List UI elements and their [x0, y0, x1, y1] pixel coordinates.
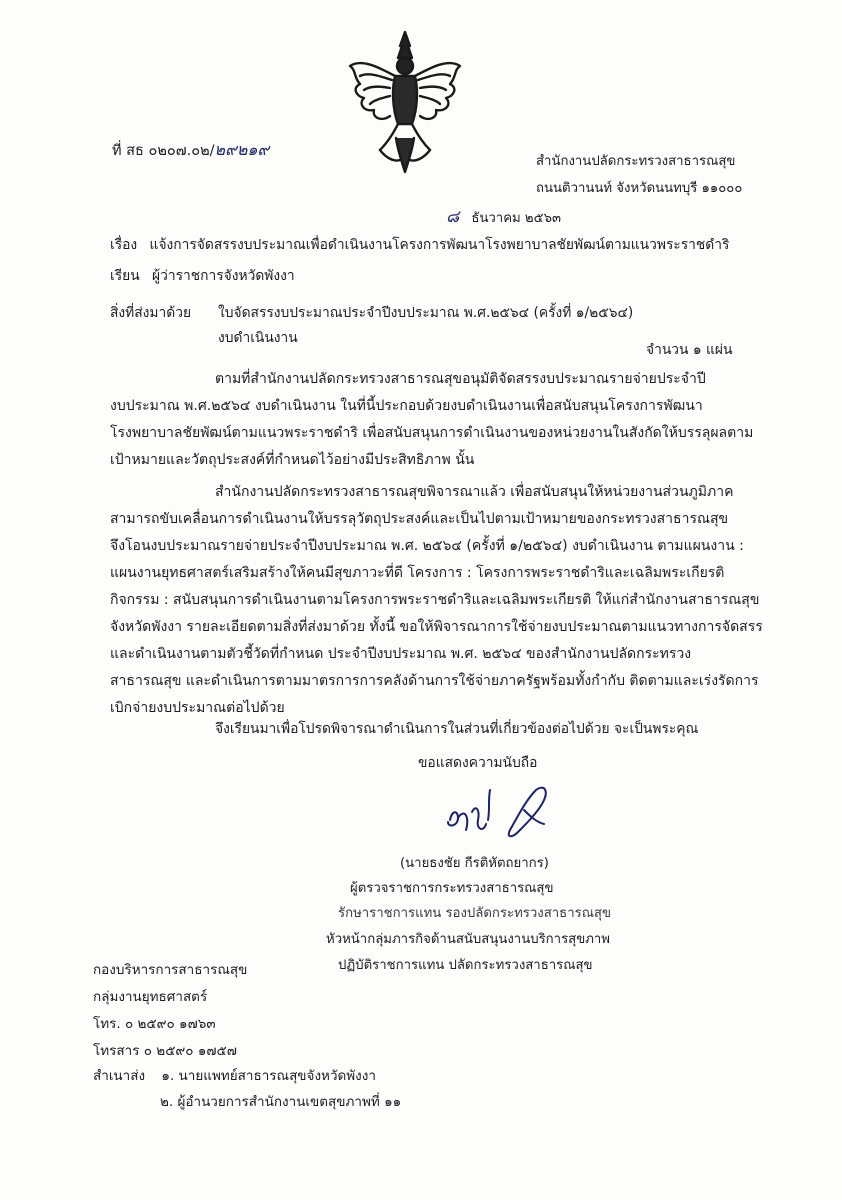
signatory-title-1: ผู้ตรวจราชการกระทรวงสาธารณสุข	[350, 881, 554, 896]
footer-copy-recipients	[93, 1064, 376, 1086]
footer-department: กองบริหารการสาธารณสุข	[93, 962, 248, 978]
handwritten-signature	[440, 780, 560, 850]
copy-label: สำเนาส่ง	[93, 1068, 146, 1084]
subject-label: เรื่อง	[110, 237, 138, 253]
signatory-name: (นายธงชัย กีรติหัตถยากร)	[400, 856, 549, 871]
footer-unit: กลุ่มงานยุทธศาสตร์	[93, 989, 208, 1005]
enclosure-label: สิ่งที่ส่งมาด้วย	[110, 305, 192, 321]
paragraph-2-line: กิจกรรม : สนับสนุนการดำเนินงานตามโครงการพระราชดำริและเฉลิมพระเกียรติ ให้แก่สำนักงานสาธารณสุข	[110, 592, 760, 608]
paragraph-2-line: จังหวัดพังงา รายละเอียดตามสิ่งที่ส่งมาด้วย ทั้งนี้ ขอให้พิจารณาการใช้จ่ายงบประมาณตามแนวทางการจัดสรร	[110, 619, 763, 635]
enclosure-line1: ใบจัดสรรงบประมาณประจำปีงบประมาณ พ.ศ.๒๕๖๔ (ครั้งที่ ๑/๒๕๖๔)	[218, 305, 634, 321]
signatory-title-4: ปฏิบัติราชการแทน ปลัดกระทรวงสาธารณสุข	[338, 958, 593, 973]
paragraph-2-line: จึงโอนงบประมาณรายจ่ายประจำปีงบประมาณ พ.ศ. ๒๕๖๔ (ครั้งที่ ๑/๒๕๖๔) งบดำเนินงาน ตามแผนงาน :	[110, 538, 744, 554]
recipient-text: ผู้ว่าราชการจังหวัดพังงา	[152, 268, 295, 284]
footer-fax: โทรสาร ๐ ๒๕๙๐ ๑๗๕๗	[93, 1043, 237, 1059]
reference-handwritten-number: ๒๙๒๑๙	[214, 140, 270, 159]
sender-address-line2: ถนนติวานนท์ จังหวัดนนทบุรี ๑๑๐๐๐	[536, 181, 743, 196]
signatory-title-3: หัวหน้ากลุ่มภารกิจด้านสนับสนุนงานบริการสุขภาพ	[326, 932, 611, 947]
sender-address-line1: สำนักงานปลัดกระทรวงสาธารณสุข	[536, 154, 736, 169]
reference-prefix: ที่ สธ ๐๒๐๗.๐๒/	[112, 143, 215, 159]
body-paragraph-2	[110, 479, 765, 722]
subject-text: แจ้งการจัดสรรงบประมาณเพื่อดำเนินงานโครงการพัฒนาโรงพยาบาลชัยพัฒน์ตามแนวพระราชดำริ	[149, 237, 730, 253]
reference-number	[112, 138, 269, 163]
copy-recipient-1: ๑. นายแพทย์สาธารณสุขจังหวัดพังงา	[161, 1068, 376, 1084]
footer-phone: โทร. ๐ ๒๕๙๐ ๑๗๖๓	[93, 1016, 216, 1032]
paragraph-1-line: เป้าหมายและวัตถุประสงค์ที่กำหนดไว้อย่างมีประสิทธิภาพ นั้น	[110, 452, 475, 468]
paragraph-2-line: สามารถขับเคลื่อนการดำเนินงานให้บรรลุวัตถุประสงค์และเป็นไปตามเป้าหมายของกระทรวงสาธารณสุข	[110, 511, 729, 527]
recipient-line	[110, 265, 295, 287]
garuda-emblem-icon	[340, 28, 470, 178]
paragraph-2-line: สำนักงานปลัดกระทรวงสาธารณสุขพิจารณาแล้ว เพื่อสนับสนุนให้หน่วยงานส่วนภูมิภาค	[215, 484, 734, 500]
paragraph-2-line: สาธารณสุข และดำเนินการตามมาตรการการคลังด้านการใช้จ่ายภาครัฐพร้อมทั้งกำกับ ติดตามและเร่งรัดการ	[110, 673, 759, 689]
closing-request: จึงเรียนมาเพื่อโปรดพิจารณาดำเนินการในส่วนที่เกี่ยวข้องต่อไปด้วย จะเป็นพระคุณ	[215, 721, 699, 737]
enclosure-count: จำนวน ๑ แผ่น	[646, 342, 733, 358]
paragraph-1-line: งบประมาณ พ.ศ.๒๕๖๔ งบดำเนินงาน ในที่นี้ประกอบด้วยงบดำเนินงานเพื่อสนับสนุนโครงการพัฒนา	[110, 398, 703, 414]
date-day-handwritten: ๘	[446, 207, 460, 227]
paragraph-2-line: แผนงานยุทธศาสตร์เสริมสร้างให้คนมีสุขภาวะที่ดี โครงการ : โครงการพระราชดำริและเฉลิมพระเกียรติ	[110, 565, 725, 581]
date-month-year: ธันวาคม ๒๕๖๓	[471, 211, 561, 226]
signatory-title-2: รักษาราชการแทน รองปลัดกระทรวงสาธารณสุข	[338, 906, 611, 921]
enclosure-line2: งบดำเนินงาน	[218, 330, 298, 346]
copy-recipient-2: ๒. ผู้อำนวยการสำนักงานเขตสุขภาพที่ ๑๑	[160, 1094, 402, 1110]
body-paragraph-1	[110, 366, 765, 474]
closing-salutation: ขอแสดงความนับถือ	[418, 755, 538, 771]
paragraph-1-line: โรงพยาบาลชัยพัฒน์ตามแนวพระราชดำริ เพื่อสนับสนุนการดำเนินงานของหน่วยงานในสังกัดให้บรรลุผลตาม	[110, 425, 754, 441]
subject-line	[110, 234, 729, 256]
paragraph-2-line: และดำเนินงานตามตัวชี้วัดที่กำหนด ประจำปีงบประมาณ พ.ศ. ๒๕๖๔ ของสำนักงานปลัดกระทรวง	[110, 646, 692, 662]
paragraph-2-line: เบิกจ่ายงบประมาณต่อไปด้วย	[110, 700, 285, 716]
letter-date	[446, 203, 561, 230]
recipient-label: เรียน	[110, 268, 140, 284]
paragraph-1-line: ตามที่สำนักงานปลัดกระทรวงสาธารณสุขอนุมัติจัดสรรงบประมาณรายจ่ายประจำปี	[215, 371, 706, 387]
